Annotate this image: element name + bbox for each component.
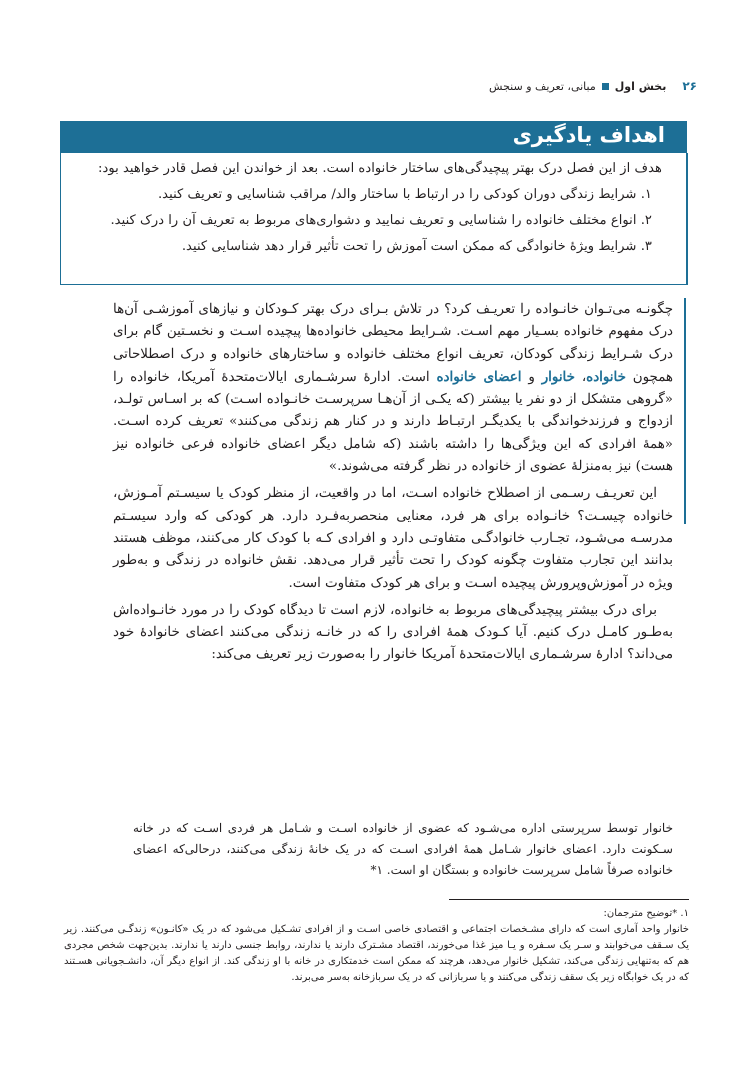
running-header bbox=[77, 76, 697, 96]
objectives-title: اهداف یادگیری bbox=[512, 123, 665, 147]
paragraph-2: این تعریـف رسـمی از اصطلاح خانواده اسـت، اما در واقعیت، از منظر کودک یا سیسـتم آمـوزش، خانواده چیسـت؟ خانـواده برای هر فرد، معنایی منحصربه‌فـرد دارد. هر کودکی که وارد سیسـتم مدرسـه می‌شـود، تجـارب خانوادگـی متفاوتـی دارد و افرادی کـه با کودک کار می‌کنند، موظف هستند بدانند این تجارب متفاوت چگونه کودک را تحت تأثیر قرار می‌دهد. نقش خانواده در زندگی و به‌طور ویژه در آموزش‌وپرورش پیچیده اسـت و برای هر کودک متفاوت است. bbox=[113, 486, 673, 591]
page-number: ۲۶ bbox=[682, 79, 697, 93]
footnotes bbox=[64, 906, 689, 986]
objectives-intro: هدف از این فصل درک بهتر پیچیدگی‌های ساختار خانواده است. بعد از خواندن این فصل قادر خواهید بود: bbox=[98, 161, 662, 176]
block-quote: خانوار توسط سرپرستی اداره می‌شـود که عضوی از خانواده اسـت و شـامل هر فردی اسـت که در خانه سـکونت دارد. اعضای خانوار شـامل همهٔ افرادی اسـت که در یک خانهٔ زندگی می‌کنند، درحالی‌که اعضای خانواده صرفاً شامل سرپرست خانواده و بستگان او است. ۱* bbox=[133, 821, 673, 877]
paragraph-1: چگونـه می‌تـوان خانـواده را تعریـف کرد؟ در تلاش بـرای درک بهتر کـودکان و نیازهای آموزشـی آن‌ها درک مفهوم خانواده بسـیار مهم اسـت. شـرایط محیطی خانواده‌ها پیچیده اسـت و نخسـتین گام برای درک شـرایط زندگی کودکان، تعریف انواع مختلف خانواده و ساختارهای خانواده و درک اصطلاحاتی همچون خانواده، خانوار و اعضای خانواده است. ادارهٔ سرشـماری ایالات‌متحدهٔ آمریکا، خانواده را «گروهی متشکل از دو نفر یا بیشتر (که یکـی از آن‌هـا سرپرسـت خانـواده اسـت) که بر اسـاس تولـد، ازدواج و فرزندخواندگی با یکدیگـر ارتبـاط دارند و در کنار هم زندگی می‌کنند» تعریف کرده اسـت. «همهٔ افرادی که این ویژگی‌ها را داشته باشند (که شامل دیگر اعضای خانواده فرعی خانواده نیز هست) نیز به‌منزلهٔ عضوی از خانواده در نظر گرفته می‌شوند.» bbox=[113, 302, 673, 475]
objectives-box bbox=[60, 153, 688, 285]
footnote-label: ۱. *توضیح مترجمان: bbox=[603, 908, 689, 919]
keyword-family: خانواده bbox=[586, 368, 626, 385]
objectives-title-bar bbox=[60, 121, 687, 153]
objective-item: ۲. انواع مختلف خانواده را شناسایی و تعریف نمایید و دشواری‌های مربوط به تعریف آن را درک کنید. bbox=[110, 213, 652, 228]
chapter-title: مبانی، تعریف و سنجش bbox=[489, 79, 596, 93]
main-text bbox=[113, 299, 673, 672]
objective-item: ۱. شرایط زندگی دوران کودکی را در ارتباط با ساختار والد/ مراقب شناسایی و تعریف کنید. bbox=[157, 187, 652, 202]
paragraph-3: برای درک بیشتر پیچیدگی‌های مربوط به خانواده، لازم است تا دیدگاه کودک را در مورد خانـواده‌اش به‌طـور کامـل درک کنیم. آیا کـودک همهٔ افرادی را که در خانـه زندگی می‌کنند اعضای خانوادهٔ خود می‌داند؟ ادارهٔ سرشـماری ایالات‌متحدهٔ آمریکا خانوار را به‌صورت زیر تعریف می‌کند: bbox=[113, 602, 673, 663]
keyword-household: خانوار bbox=[541, 368, 575, 385]
part-label: بخش اول bbox=[614, 79, 667, 93]
footnote-rule bbox=[449, 899, 689, 900]
footnote-text: خانوار واحد آماری است که دارای مشـخصات اجتماعی و اقتصادی خاصی اسـت و از افرادی تشـکیل می‌شود که در یک «کانـون» زندگـی می‌کنند. زیر یک سـقف می‌خوابند و سـر یک سـفره و یـا میز غذا می‌خورند، اقتصاد مشـترک دارند یا ندارند، روابط جنسی دارند یا ندارند. بدین‌جهت شخص مجردی هم که به‌تنهایی زندگی می‌کند، تشکیل خانوار می‌دهد، هرچند که ممکن است خدمتکاری در خانه با او زندگی کند. از انواع دیگر آن، دانشـجویانی هسـتند که در یک خوابگاه زیر یک سقف زندگی می‌کنند و یا سربازانی که در یک سربازخانه به‌سر می‌برند. bbox=[64, 924, 689, 983]
objective-item: ۳. شرایط ویژهٔ خانوادگی که ممکن است آموزش را تحت تأثیر قرار دهد شناسایی کنید. bbox=[181, 239, 652, 254]
square-bullet-icon bbox=[602, 83, 609, 90]
paragraph-margin-rule bbox=[684, 298, 686, 524]
keyword-family-members: اعضای خانواده bbox=[436, 368, 522, 385]
